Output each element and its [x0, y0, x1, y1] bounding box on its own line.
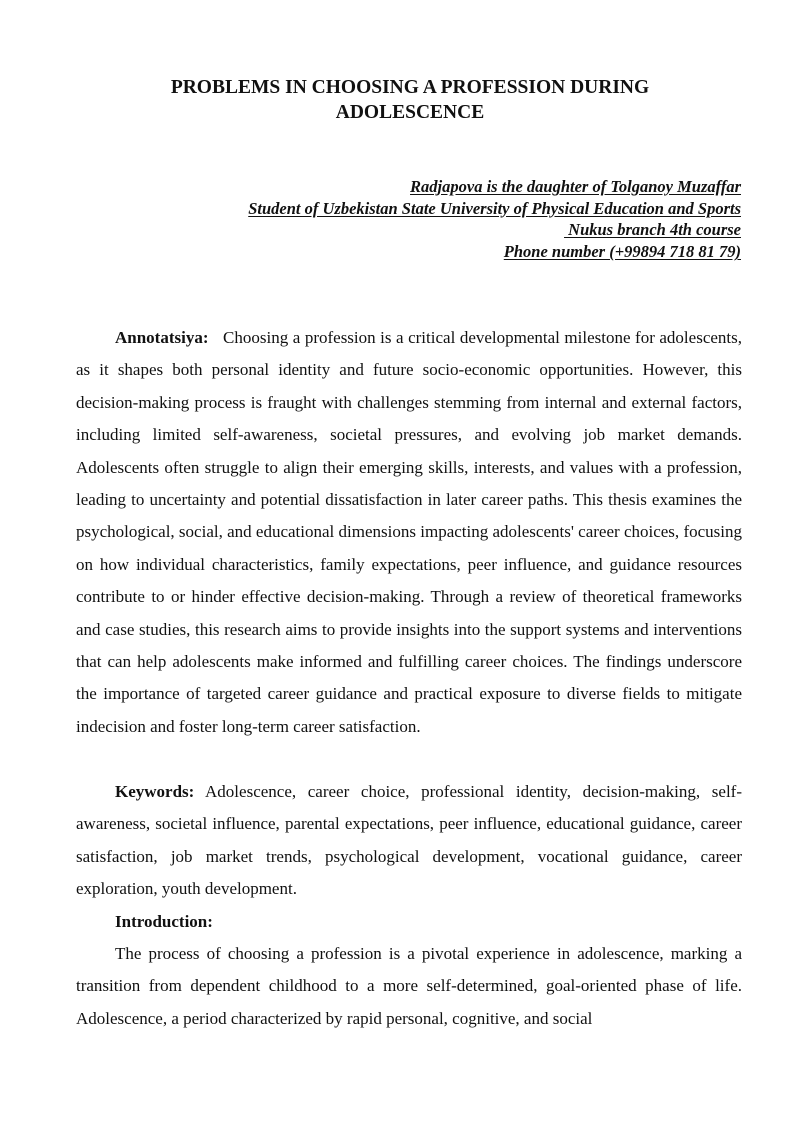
abstract-label: Annotatsiya:: [115, 328, 209, 347]
introduction-text: The process of choosing a profession is a pivotal experience in adolescence, marking a transition from dependent childhood to a more self-determined, goal-oriented phase of life. Adolescence, a period characterized by rapid personal, cognitive, and social: [76, 944, 742, 1028]
author-branch: Nukus branch 4th course: [564, 220, 741, 240]
author-name: Radjapova is the daughter of Tolganoy Muzaffar: [410, 177, 741, 196]
keywords-paragraph: [76, 776, 742, 906]
paper-title-line-2: ADOLESCENCE: [335, 102, 485, 123]
keywords-text: Adolescence, career choice, professional identity, decision-making, self-awareness, societal influence, parental expectations, peer influence, educational guidance, career satisfaction, job market trends, psychological development, vocational guidance, career exploration, youth development.: [76, 782, 742, 899]
author-affiliation: Student of Uzbekistan State University of Physical Education and Sports: [248, 198, 741, 218]
introduction-paragraph: [76, 938, 742, 1035]
introduction-heading: Introduction:: [115, 912, 213, 931]
abstract-text: Choosing a profession is a critical developmental milestone for adolescents, as it shapes both personal identity and future socio-economic opportunities. However, this decision-making process is fraught with challenges stemming from internal and external factors, including limited self-awareness, societal pressures, and evolving job market demands. Adolescents often struggle to align their emerging skills, interests, and values with a profession, leading to uncertainty and potential dissatisfaction in later career paths. This thesis examines the psychological, social, and educational dimensions impacting adolescents' career choices, focusing on how individual characteristics, family expectations, peer influence, and guidance resources contribute to or hinder effective decision-making. Through a review of theoretical frameworks and case studies, this research aims to provide insights into the support systems and interventions that can help adolescents make informed and fulfilling career choices. The findings underscore the importance of targeted career guidance and practical exposure to diverse fields to mitigate indecision and foster long-term career satisfaction.: [76, 328, 742, 736]
author-phone: Phone number (+99894 718 81 79): [503, 242, 741, 262]
abstract-paragraph: [76, 322, 742, 743]
keywords-label: Keywords:: [115, 782, 195, 801]
author-block: [61, 176, 741, 263]
paper-title-line-1: PROBLEMS IN CHOOSING A PROFESSION DURING: [170, 77, 650, 98]
